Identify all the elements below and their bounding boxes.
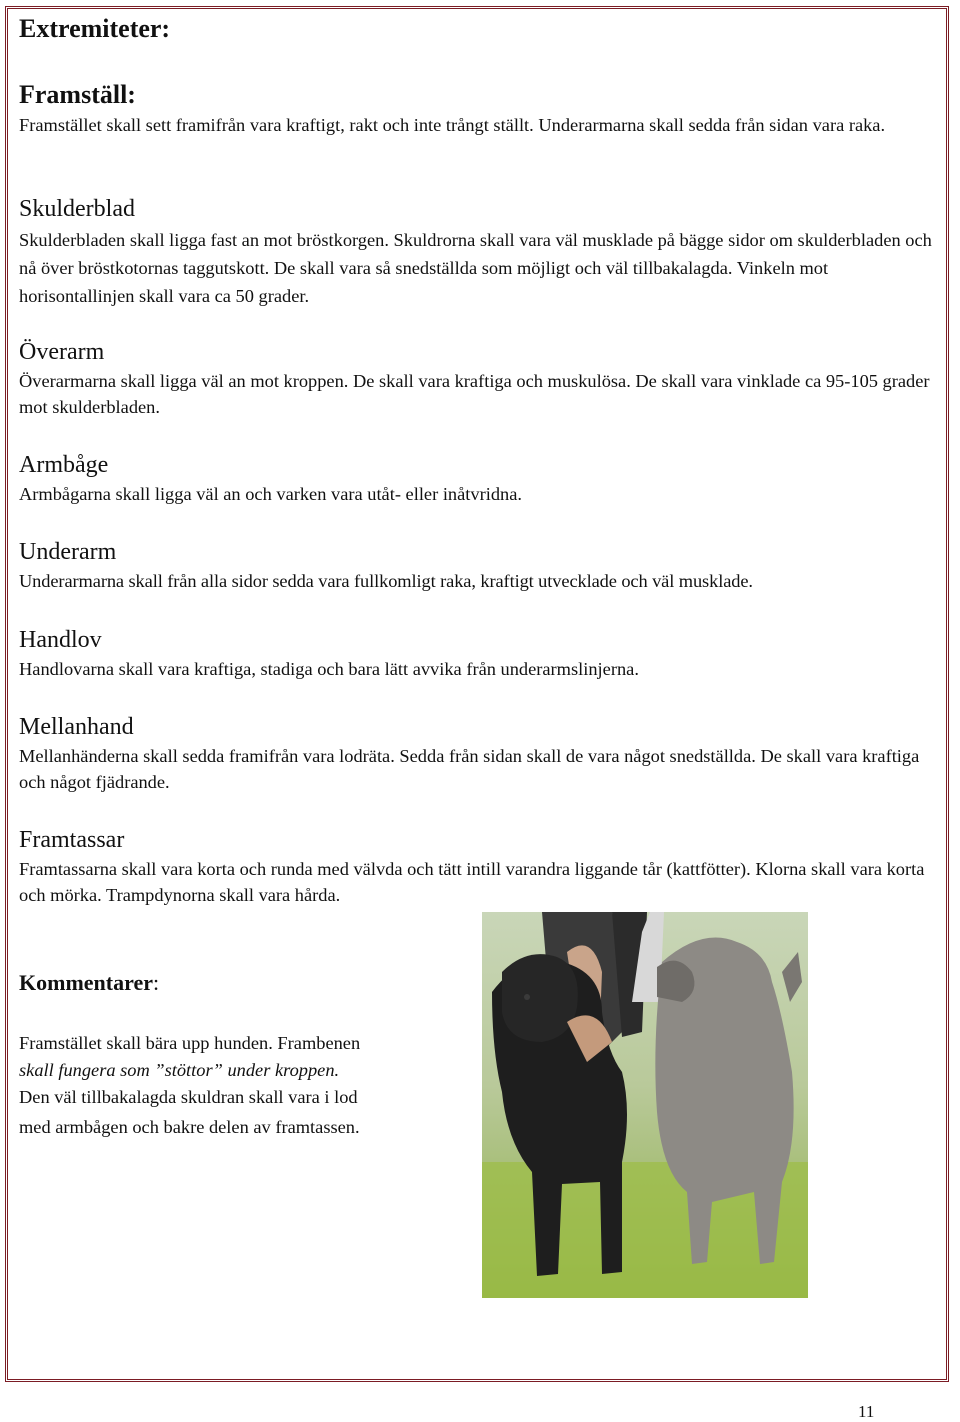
kommentarer-line4: med armbågen och bakre delen av framtassen. [19,1117,360,1137]
text-mellanhand: Mellanhänderna skall sedda framifrån vara lodräta. Sedda från sidan skall de vara något snedställda. De skall vara kraftiga och något fjädrande. [19,746,920,792]
heading-underarm: Underarm [19,539,117,565]
kommentarer-colon: : [153,970,160,995]
text-handlov: Handlovarna skall vara kraftiga, stadiga och bara lätt avvika från underarmslinjerna. [19,659,639,679]
dog-photo [482,912,808,1298]
text-skulderblad: Skulderbladen skall ligga fast an mot bröstkorgen. Skuldrorna skall vara väl musklade på bägge sidor om skulderbladen och nå över bröstkotornas taggutskott. De skall vara så snedställda som möjligt och väl tillbakalagda. Vinkeln mot horisontallinjen skall vara ca 50 grader. [19,230,932,306]
heading-handlov: Handlov [19,627,102,653]
heading-armbage: Armbåge [19,452,109,478]
text-framtassar: Framtassarna skall vara korta och runda med välvda och tätt intill varandra liggande tår (kattfötter). Klorna skall vara korta och mörka. Trampdynorna skall vara hårda. [19,859,925,905]
text-underarm: Underarmarna skall från alla sidor sedda vara fullkomligt raka, kraftigt utvecklade och väl musklade. [19,571,753,591]
page-number: 11 [858,1402,875,1421]
text-framstall: Framstället skall sett framifrån vara kraftigt, rakt och inte trångt ställt. Underarmarna skall sedda från sidan vara raka. [19,115,886,135]
heading-skulderblad: Skulderblad [19,196,135,222]
kommentarer-line1: Framstället skall bära upp hunden. Frambenen [19,1033,361,1053]
text-armbage: Armbågarna skall ligga väl an och varken vara utåt- eller inåtvridna. [19,484,522,504]
text-overarm: Överarmarna skall ligga väl an mot kroppen. De skall vara kraftiga och muskulösa. De skall vara vinklade ca 95-105 grader mot skulderbladen. [19,371,930,417]
kommentarer-line2: skall fungera som ”stöttor” under kroppen. [19,1060,340,1080]
kommentarer-line3: Den väl tillbakalagda skuldran skall vara i lod [19,1087,358,1107]
heading-kommentarer [19,970,159,996]
heading-mellanhand: Mellanhand [19,714,134,740]
kommentarer-text [19,1030,459,1141]
heading-overarm: Överarm [19,339,105,365]
heading-framstall: Framställ: [19,80,136,109]
heading-framtassar: Framtassar [19,827,125,853]
kommentarer-title: Kommentarer [19,970,153,995]
heading-extremiteter: Extremiteter: [19,14,171,43]
